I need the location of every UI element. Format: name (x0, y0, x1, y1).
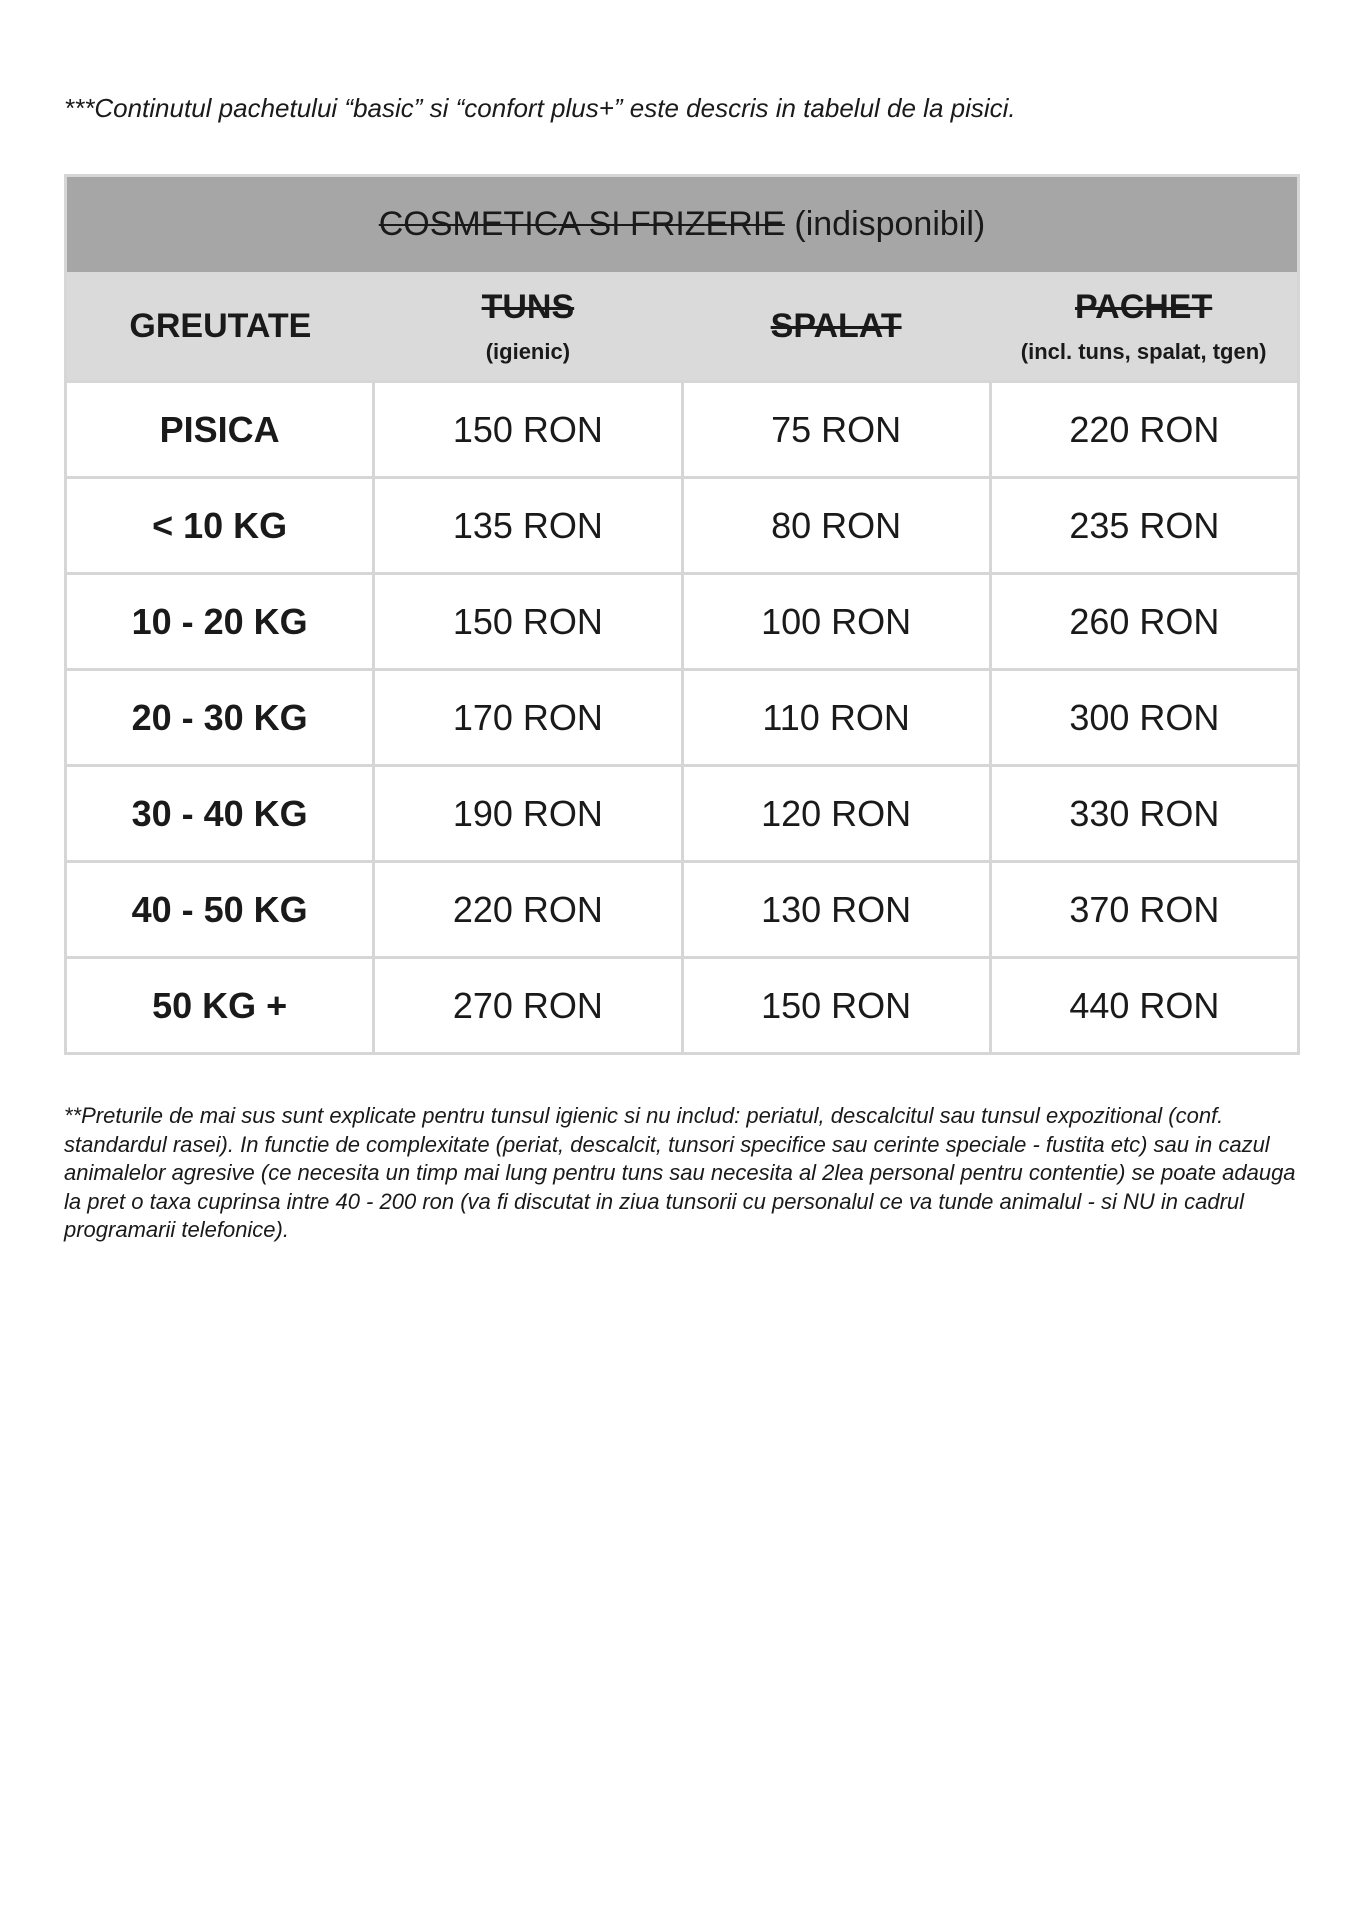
cell-pachet: 260 RON (990, 574, 1298, 670)
cell-spalat: 80 RON (682, 478, 990, 574)
header-weight: GREUTATE (66, 272, 374, 382)
cell-pachet: 300 RON (990, 670, 1298, 766)
header-pachet: PACHET (incl. tuns, spalat, tgen) (990, 272, 1298, 382)
table-header-row (66, 272, 1299, 382)
cell-weight: 30 - 40 KG (66, 766, 374, 862)
cell-pachet: 330 RON (990, 766, 1298, 862)
cell-spalat: 75 RON (682, 382, 990, 478)
header-pachet-sub: (incl. tuns, spalat, tgen) (1020, 339, 1267, 364)
table-row (66, 862, 1299, 958)
table-title-status: (indisponibil) (784, 205, 986, 243)
top-note: ***Continutul pachetului “basic” si “confort plus+” este descris in tabelul de la pisici. (64, 93, 1016, 123)
cell-pachet: 235 RON (990, 478, 1298, 574)
cell-tuns: 135 RON (374, 478, 682, 574)
price-table (64, 174, 1300, 1055)
cell-pachet: 220 RON (990, 382, 1298, 478)
table-row (66, 958, 1299, 1054)
cell-tuns: 150 RON (374, 574, 682, 670)
header-spalat: SPALAT (682, 272, 990, 382)
cell-pachet: 370 RON (990, 862, 1298, 958)
bottom-note: **Preturile de mai sus sunt explicate pentru tunsul igienic si nu includ: periatul, descalcitul sau tunsul expozitional (conf. standardul rasei). In functie de complexitate (periat, descalcit, tunsori specifice sau cerinte speciale - fustita etc) sau in cazul animalelor agresive (ce necesita un timp mai lung pentru tuns sau necesita al 2lea personal pentru contentie) se poate adauga la pret o taxa cuprinsa intre 40 - 200 ron (va fi discutat in ziua tunsorii cu personalul ce va tunde animalul - si NU in cadrul programarii telefonice). (64, 1103, 1296, 1242)
cell-tuns: 170 RON (374, 670, 682, 766)
cell-tuns: 190 RON (374, 766, 682, 862)
cell-spalat: 150 RON (682, 958, 990, 1054)
cell-weight: 50 KG + (66, 958, 374, 1054)
table-row (66, 382, 1299, 478)
cell-spalat: 100 RON (682, 574, 990, 670)
table-title-row (66, 176, 1299, 273)
table-title-struck: COSMETICA SI FRIZERIE (378, 205, 785, 243)
cell-weight: 10 - 20 KG (66, 574, 374, 670)
cell-weight: < 10 KG (66, 478, 374, 574)
table-row (66, 574, 1299, 670)
cell-weight: PISICA (66, 382, 374, 478)
cell-pachet: 440 RON (990, 958, 1298, 1054)
cell-spalat: 110 RON (682, 670, 990, 766)
table-row (66, 670, 1299, 766)
header-tuns: TUNS (igienic) (374, 272, 682, 382)
cell-weight: 20 - 30 KG (66, 670, 374, 766)
cell-tuns: 220 RON (374, 862, 682, 958)
cell-spalat: 120 RON (682, 766, 990, 862)
table-row (66, 478, 1299, 574)
cell-weight: 40 - 50 KG (66, 862, 374, 958)
cell-spalat: 130 RON (682, 862, 990, 958)
cell-tuns: 150 RON (374, 382, 682, 478)
table-row (66, 766, 1299, 862)
header-tuns-sub: (igienic) (485, 339, 571, 364)
cell-tuns: 270 RON (374, 958, 682, 1054)
table-title (66, 176, 1299, 273)
